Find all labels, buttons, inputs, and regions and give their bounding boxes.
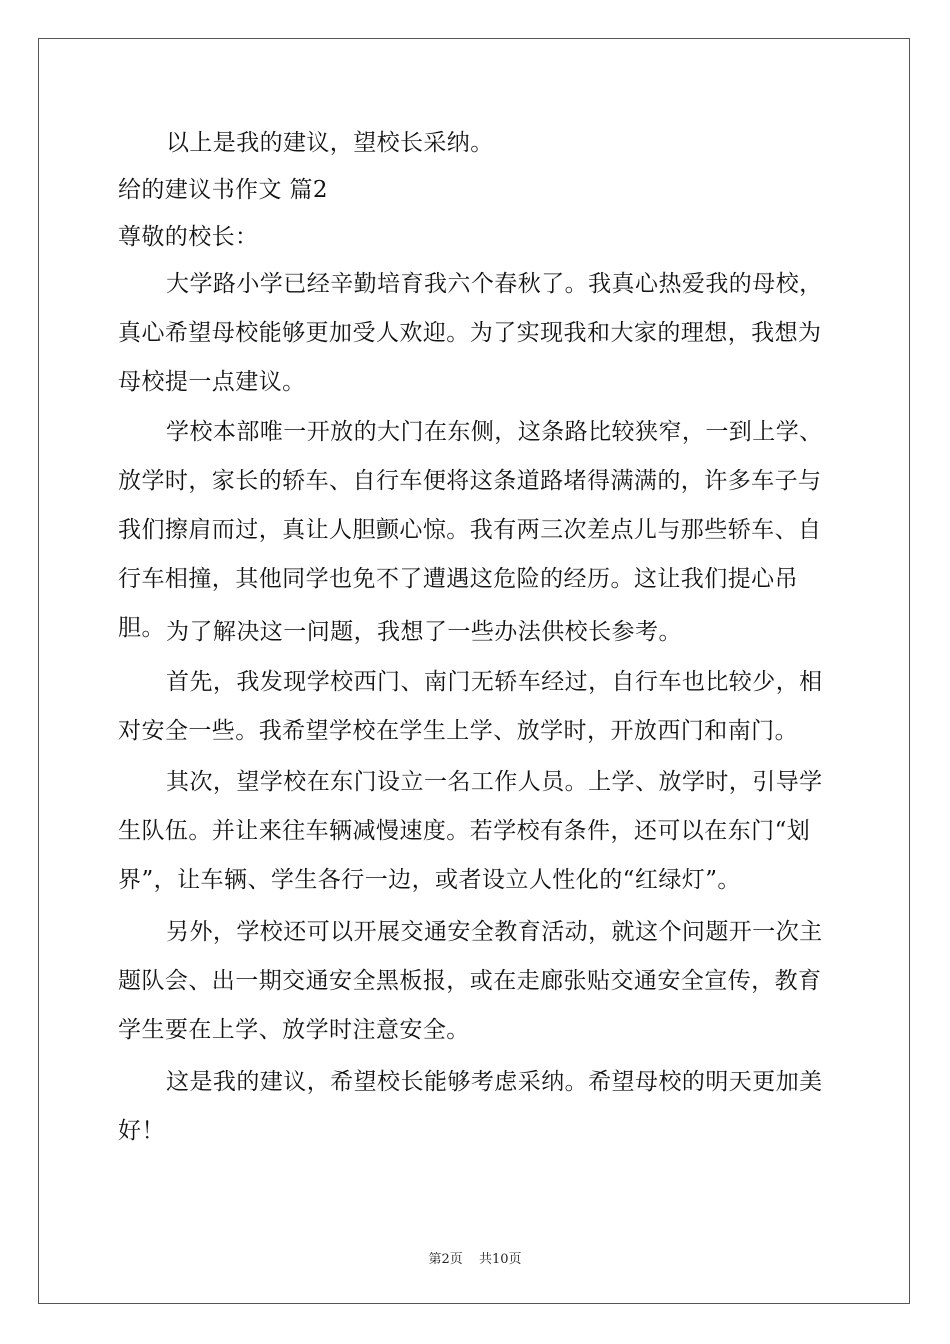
paragraph-closing: 这是我的建议，希望校长能够考虑采纳。希望母校的明天更加美好！ (118, 1069, 823, 1144)
section-heading: 给的建议书作文 篇2 (118, 177, 328, 203)
paragraph-problem: 学校本部唯一开放的大门在东侧，这条路比较狭窄，一到上学、放学时，家长的轿车、自行车便将这条道路堵得满满的，许多车子与我们擦肩而过，真让人胆颤心惊。我有两三次差点儿与那些轿车、自行车相撞，其他同学也免不了遭遇这危险的经历。这让我们提心吊胆。 (118, 419, 823, 641)
page-total: 共10页 (478, 1252, 522, 1267)
page-number: 第2页 (428, 1252, 463, 1267)
paragraph-first: 首先，我发现学校西门、南门无轿车经过，自行车也比较少，相对安全一些。我希望学校在学生上学、放学时，开放西门和南门。 (118, 669, 823, 744)
paragraph-third: 另外，学校还可以开展交通安全教育活动，就这个问题开一次主题队会、出一期交通安全黑板报，或在走廊张贴交通安全宣传，教育学生要在上学、放学时注意安全。 (118, 919, 823, 1043)
salutation: 尊敬的校长： (118, 224, 259, 250)
page-footer (0, 1248, 950, 1267)
paragraph-second: 其次，望学校在东门设立一名工作人员。上学、放学时，引导学生队伍。并让来往车辆减慢速度。若学校有条件，还可以在东门“划界”，让车辆、学生各行一边，或者设立人性化的“红绿灯”。 (118, 769, 823, 893)
paragraph-intro: 大学路小学已经辛勤培育我六个春秋了。我真心热爱我的母校，真心希望母校能够更加受人欢迎。为了实现我和大家的理想，我想为母校提一点建议。 (118, 271, 823, 395)
closing-remark: 以上是我的建议，望校长采纳。 (166, 130, 494, 156)
paragraph-solutions-intro: 为了解决这一问题，我想了一些办法供校长参考。 (166, 619, 682, 645)
